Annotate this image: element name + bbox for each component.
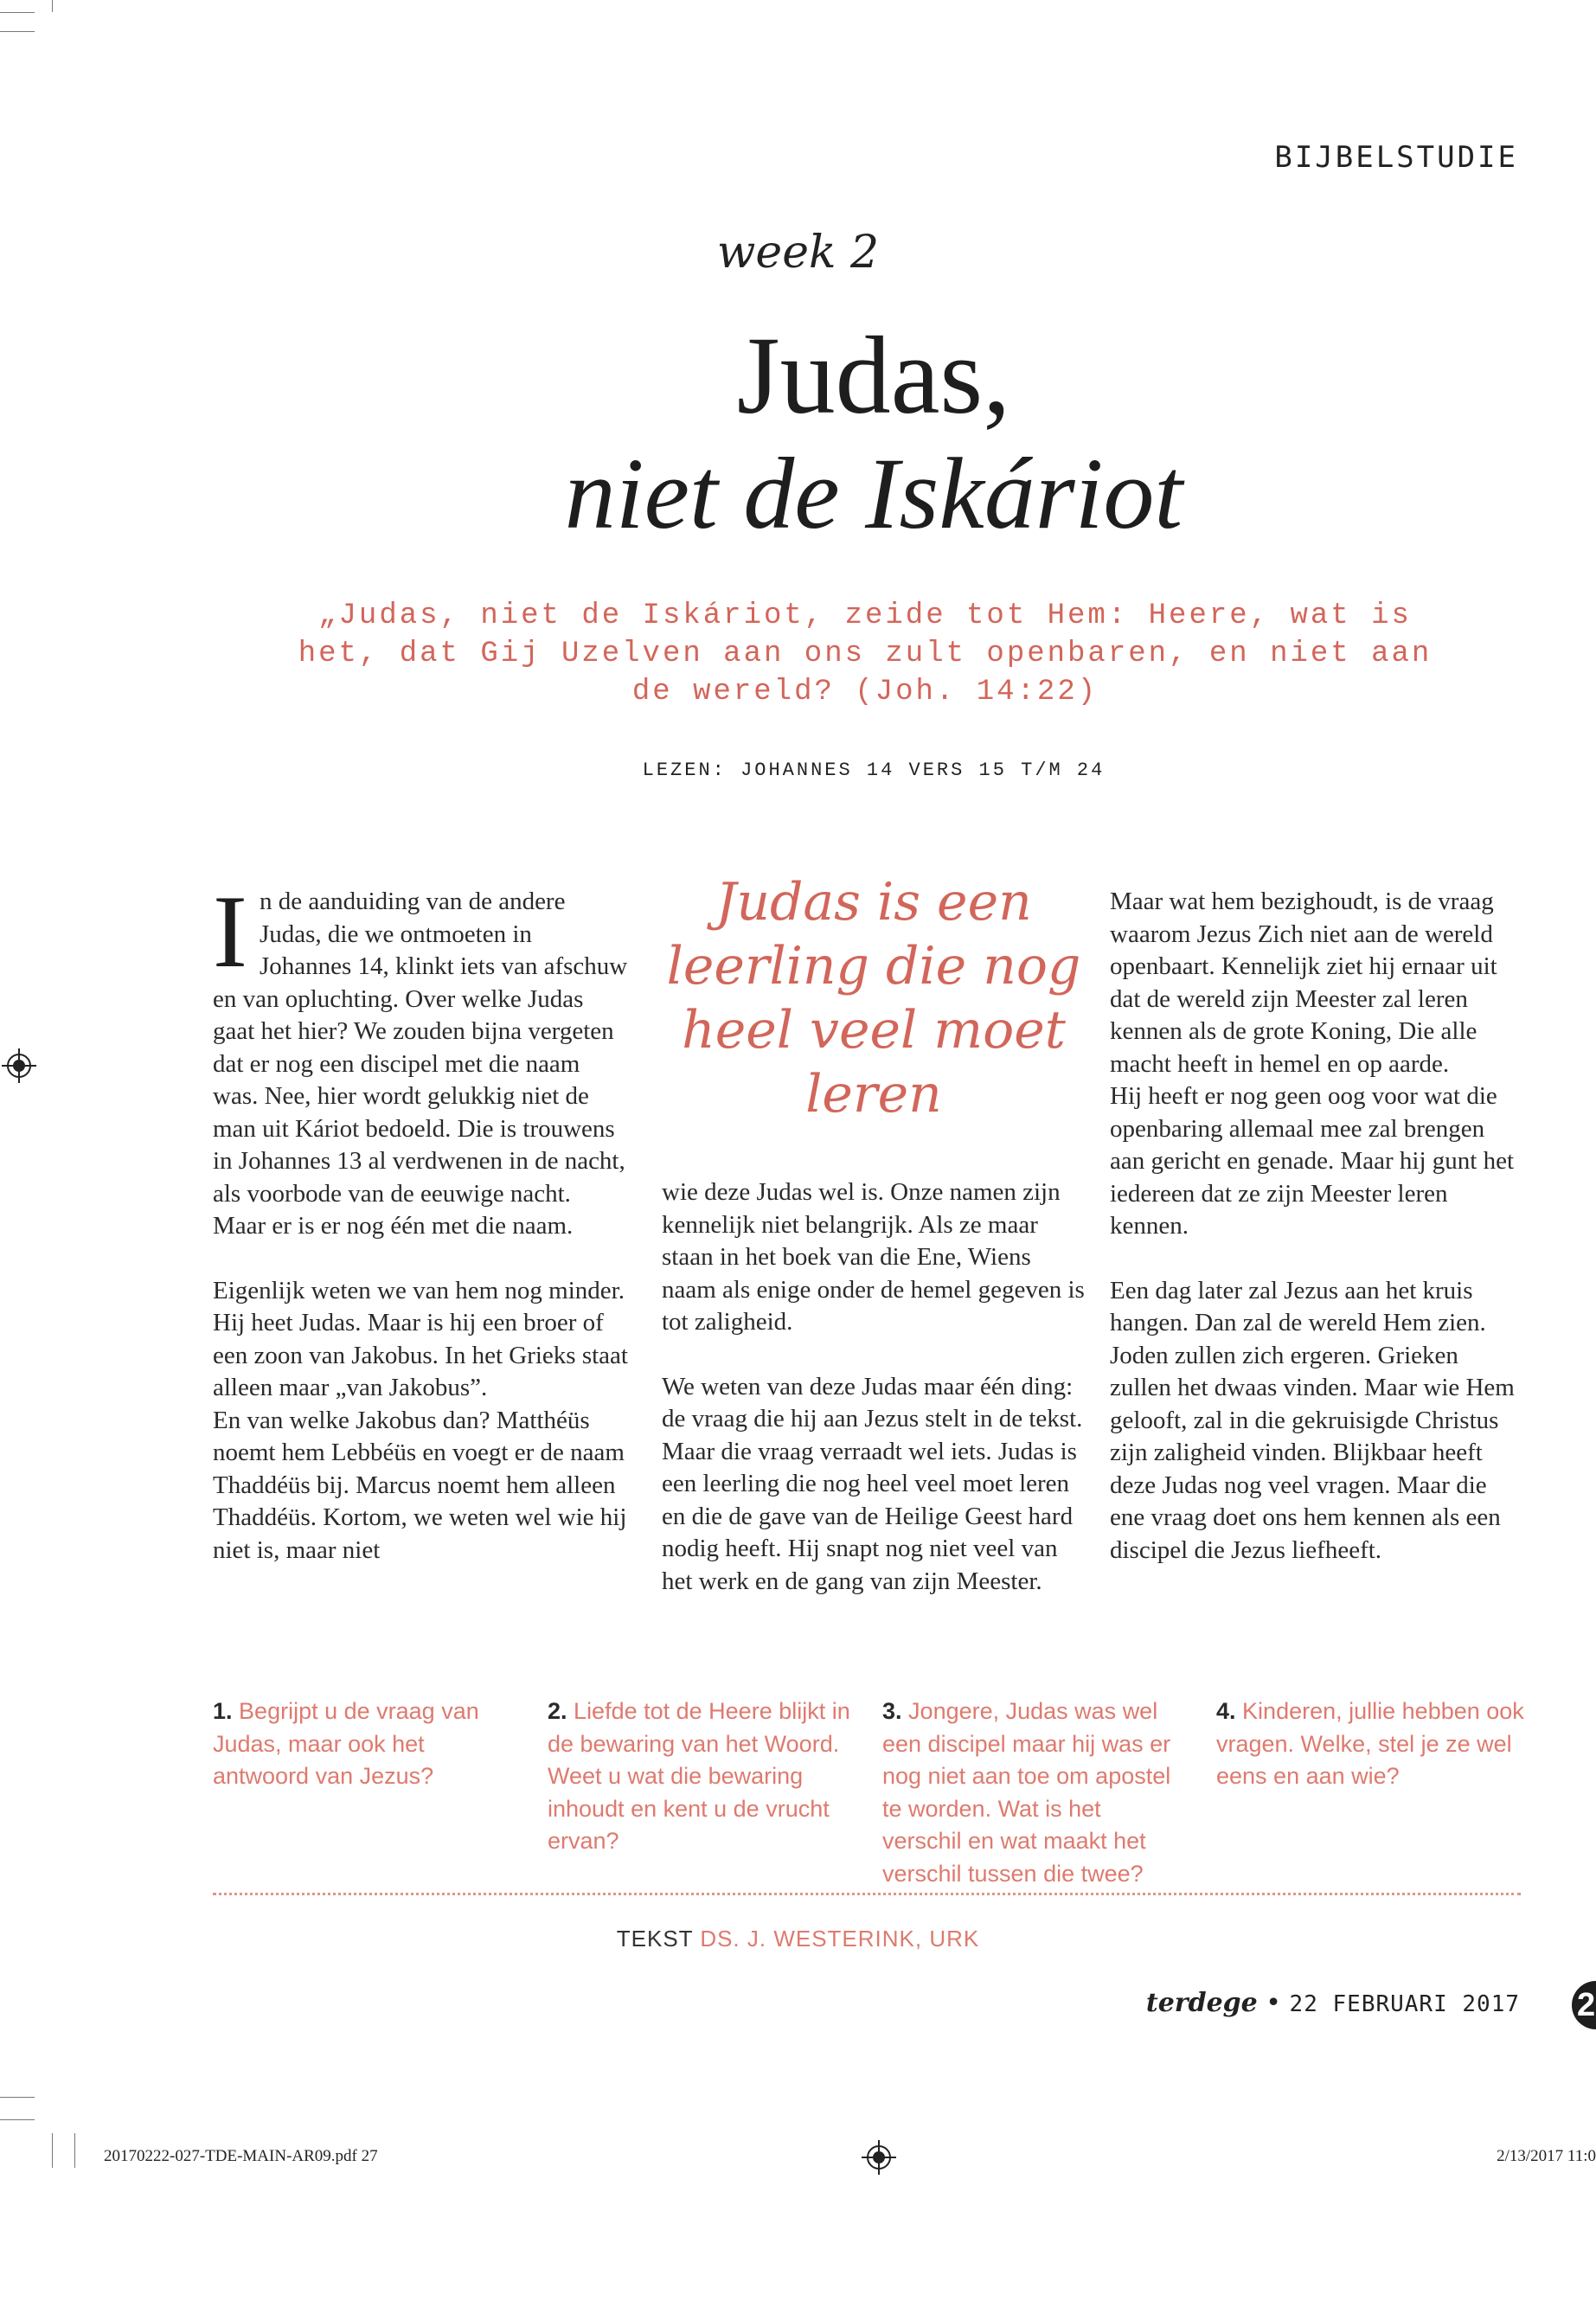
separator-dot: • xyxy=(1266,1988,1281,2018)
question-number: 1. xyxy=(213,1698,233,1724)
week-label: week 2 xyxy=(716,227,880,279)
paragraph: Hij heeft er nog geen oog voor wat die openbaring allemaal mee zal brengen aan gericht en genade. Maar hij gunt het iedereen dat ze zijn Meester leren kennen. xyxy=(1110,1082,1515,1240)
print-timestamp: 2/13/2017 11:0 xyxy=(1497,2147,1596,2165)
page-number: 2 xyxy=(1572,1981,1596,2029)
page-subtitle: niet de Iskáriot xyxy=(564,437,1183,550)
paragraph: En van welke Jakobus dan? Matthéüs noemt hem Lebbéüs en voegt er de naam Thaddéüs bij. Marcus noemt hem alleen Thaddéüs. Kortom, we weten wel wie hij niet is, maar niet xyxy=(213,1406,627,1564)
author-credit xyxy=(0,1926,1596,1952)
scripture-quote: „Judas, niet de Iskáriot, zeide tot Hem: Heere, wat is het, dat Gij Uzelven aan ons zult openbaren, en niet aan de wereld? (Joh. 14:22) xyxy=(298,599,1433,708)
article-column-1 xyxy=(213,874,628,1567)
crop-mark xyxy=(52,2133,53,2168)
print-filename: 20170222-027-TDE-MAIN-AR09.pdf 27 xyxy=(104,2147,378,2165)
crop-mark xyxy=(0,12,35,13)
crop-mark xyxy=(74,2133,75,2168)
question-2 xyxy=(548,1695,850,1858)
crop-mark xyxy=(0,2097,35,2098)
article-column-3 xyxy=(1110,886,1525,1567)
question-number: 2. xyxy=(548,1698,567,1724)
drop-cap: I xyxy=(213,874,247,989)
magazine-name: terdege xyxy=(1145,1988,1258,2018)
paragraph: We weten van deze Judas maar één ding: de vraag die hij aan Jezus stelt in de tekst. Maar die vraag verraadt wel iets. Judas is een leerling die nog heel veel moet leren en die de gave van de Heilige Geest hard nodig heeft. Hij snapt nog niet veel van het werk en de gang van zijn Meester. xyxy=(662,1372,1083,1595)
paragraph xyxy=(213,874,628,1243)
article-column-2 xyxy=(662,1176,1086,1598)
paragraph: Maar wat hem bezighoudt, is de vraag waarom Jezus Zich niet aan de wereld openbaart. Kennelijk ziet hij ernaar uit dat de wereld zijn Meester zal leren kennen als de grote Koning, Die alle macht heeft in hemel en op aarde. xyxy=(1110,888,1497,1078)
question-number: 4. xyxy=(1216,1698,1236,1724)
crop-mark xyxy=(0,2119,35,2120)
question-text: Begrijpt u de vraag van Judas, maar ook het antwoord van Jezus? xyxy=(213,1698,479,1789)
paragraph: Eigenlijk weten we van hem nog minder. Hij heet Judas. Maar is hij een broer of een zoon van Jakobus. In het Grieks staat alleen maar „van Jakobus”. xyxy=(213,1276,628,1401)
pull-quote: Judas is een leerling die nog heel veel moet leren xyxy=(666,872,1081,1125)
dotted-divider xyxy=(213,1893,1521,1895)
paragraph-text: n de aanduiding van de andere Judas, die we ontmoeten in Johannes 14, klinkt iets van afschuw en van opluchting. Over welke Judas gaat het hier? We zouden bijna vergeten dat er nog een discipel met die naam was. Nee, hier wordt gelukkig niet de man uit Káriot bedoeld. Die is trouwens in Johannes 13 al verdwenen in de nacht, als voorbode van de eeuwige nacht. Maar er is er nog één met die naam. xyxy=(213,888,628,1240)
registration-mark-icon xyxy=(862,2140,896,2175)
page-title: Judas, xyxy=(736,314,1011,437)
question-number: 3. xyxy=(882,1698,902,1724)
reading-reference: LEZEN: JOHANNES 14 VERS 15 T/M 24 xyxy=(642,760,1106,781)
registration-mark-icon xyxy=(2,1048,36,1083)
magazine-footer xyxy=(1146,1988,1520,2018)
issue-date: 22 FEBRUARI 2017 xyxy=(1289,1991,1520,2017)
question-3 xyxy=(882,1695,1185,1890)
crop-mark xyxy=(0,31,35,32)
section-label: BIJBELSTUDIE xyxy=(1274,140,1518,175)
question-text: Liefde tot de Heere blijkt in de bewaring van het Woord. Weet u wat die bewaring inhoudt en kent u de vrucht ervan? xyxy=(548,1698,850,1854)
credit-label: TEKST xyxy=(616,1926,694,1952)
question-4 xyxy=(1216,1695,1528,1793)
credit-author: DS. J. WESTERINK, URK xyxy=(700,1926,980,1952)
paragraph: Een dag later zal Jezus aan het kruis hangen. Dan zal de wereld Hem zien. Joden zullen zich ergeren. Grieken zullen het dwaas vinden. Maar wie Hem gelooft, zal in die gekruisigde Christus zijn zaligheid vinden. Blijkbaar heeft deze Judas nog veel vragen. Maar die ene vraag doet ons hem kennen als een discipel die Jezus liefheeft. xyxy=(1110,1276,1515,1564)
crop-mark xyxy=(52,0,53,12)
question-text: Kinderen, jullie hebben ook vragen. Welke, stel je ze wel eens en aan wie? xyxy=(1216,1698,1524,1789)
question-1 xyxy=(213,1695,507,1793)
paragraph: wie deze Judas wel is. Onze namen zijn kennelijk niet belangrijk. Als ze maar staan in het boek van die Ene, Wiens naam als enige onder de hemel gegeven is tot zaligheid. xyxy=(662,1178,1085,1336)
question-text: Jongere, Judas was wel een discipel maar hij was er nog niet aan toe om apostel te worden. Wat is het verschil en wat maakt het verschil tussen die twee? xyxy=(882,1698,1171,1887)
